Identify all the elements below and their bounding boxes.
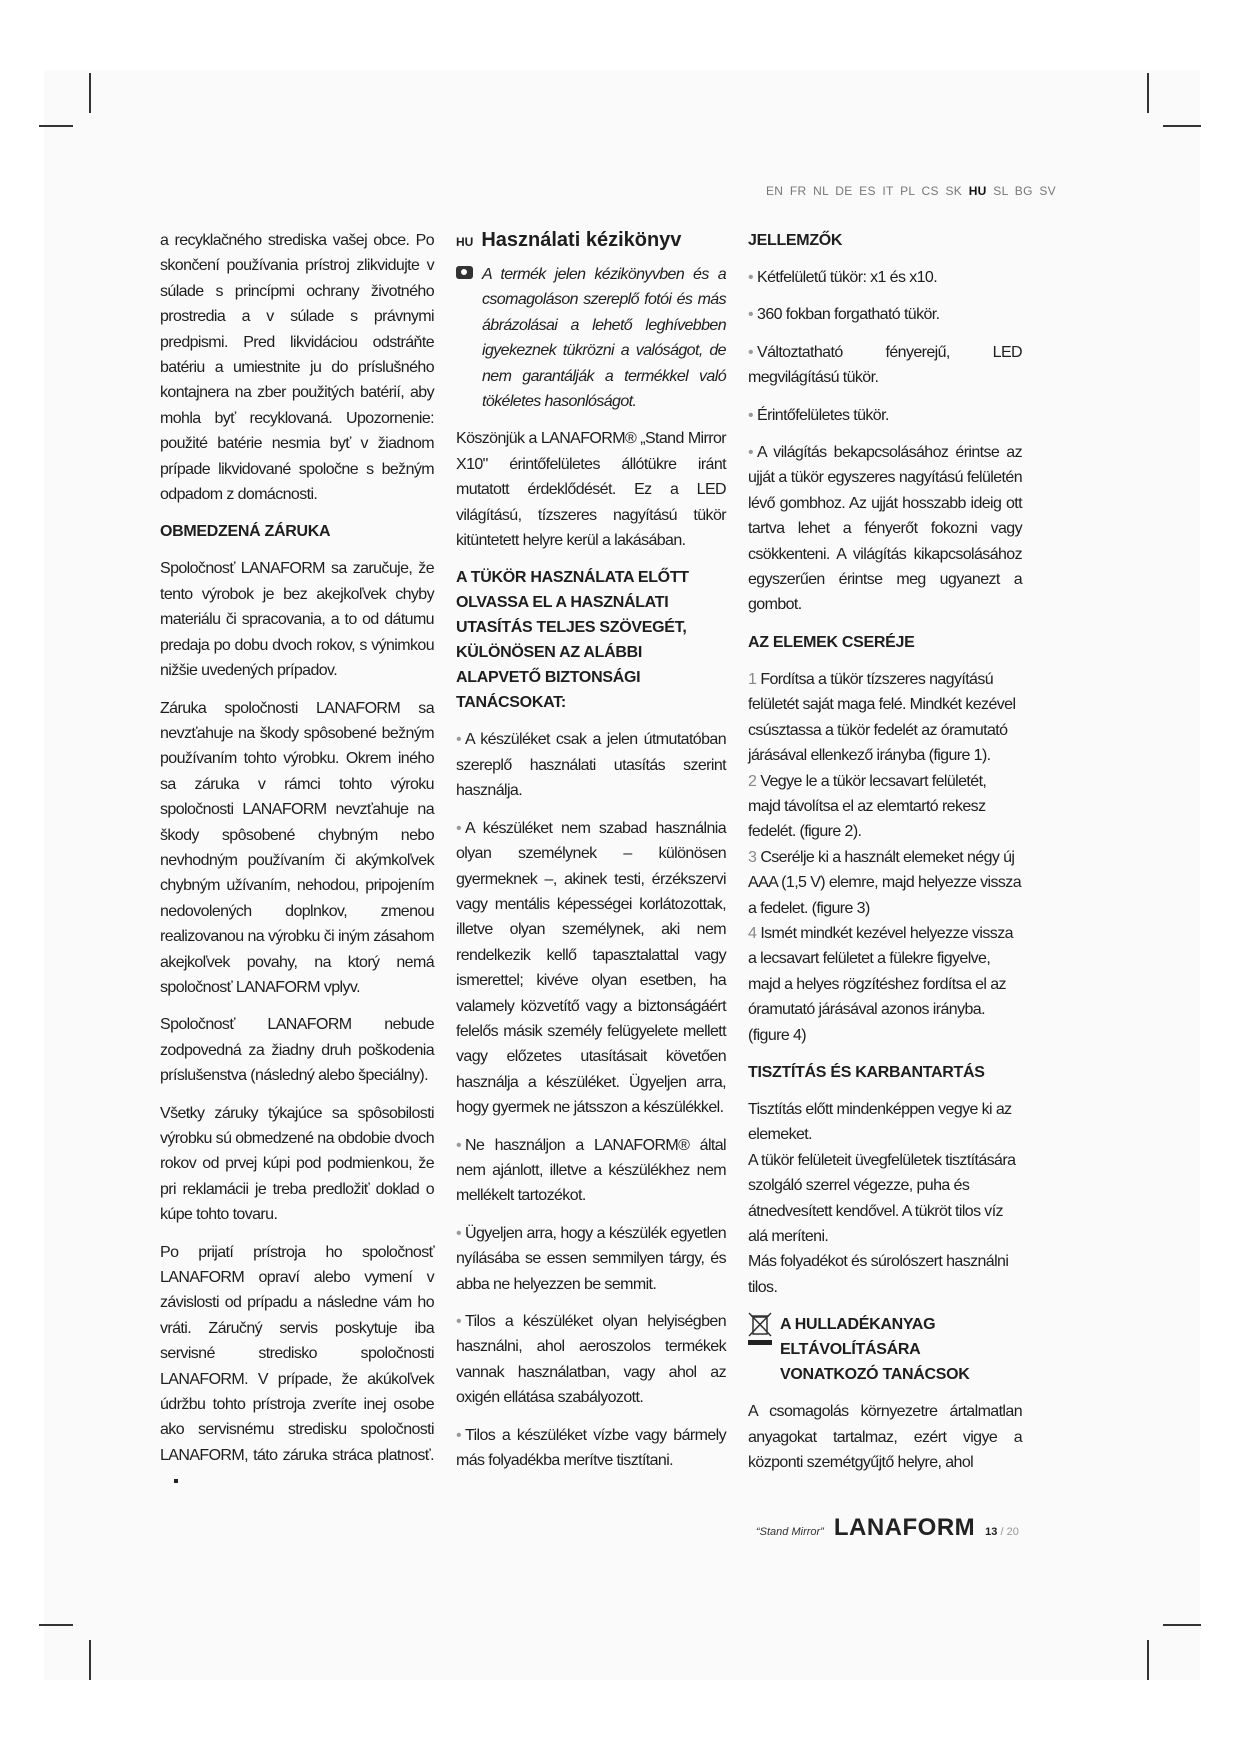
feature-item: • A világítás bekapcsolásához érintse az ujját a tükör egyszeres nagyítású felületén lévő gombhoz. Az ujját hosszabb ideig ott tartva lehet a fényerőt fokozni vagy csökkenteni. A világítás kikapcsolásához egyszerűen érintse meg ugyanezt a gombot. bbox=[748, 444, 1022, 614]
crop-mark bbox=[1163, 1624, 1201, 1626]
bullet-item: • Tilos a készüléket olyan helyiségben használni, ahol aeroszolos termékek vannak használatban, vagy ahol az oxigén ellátása szabályozott. bbox=[456, 1313, 726, 1407]
step-item: 4 Ismét mindkét kezével helyezze vissza a lecsavart felületet a fülekre figyelve, majd a helyes rögzítéshez fordítsa el az óramutató járásával azonos irányba. (figure 4) bbox=[748, 924, 1013, 1044]
active-language: HU bbox=[968, 184, 987, 198]
paragraph: Všetky záruky týkajúce sa spôsobilosti výrobku sú obmedzené na obdobie dvoch rokov od prvej kúpi pod podmienkou, že pri reklamácii je treba predložiť doklad o kúpe tohto tovaru. bbox=[160, 1104, 435, 1224]
column-slovak bbox=[160, 228, 434, 1506]
paragraph: A csomagolás környezetre ártalmatlan anyagokat tartalmaz, ezért vigye a központi szemétgyűjtő helyre, ahol bbox=[748, 1403, 1022, 1472]
crossed-bin-icon bbox=[748, 1312, 772, 1346]
section-heading: AZ ELEMEK CSERÉJE bbox=[748, 633, 915, 651]
column-hungarian bbox=[456, 228, 726, 1485]
bullet-item: • Ne használjon a LANAFORM® által nem ajánlott, illetve a készülékhez nem mellékelt tartozékot. bbox=[456, 1136, 726, 1205]
page-footer bbox=[748, 1515, 1022, 1545]
paragraph: Más folyadékot és súrolószert használni tilos. bbox=[748, 1253, 1009, 1296]
waste-heading bbox=[748, 1312, 1022, 1399]
language-tag: HU bbox=[456, 235, 474, 249]
section-heading: OBMEDZENÁ ZÁRUKA bbox=[160, 523, 331, 541]
crop-mark bbox=[39, 125, 73, 127]
footer-model: “Stand Mirror” bbox=[756, 1526, 824, 1539]
crop-mark bbox=[1147, 73, 1149, 113]
paragraph: Záruka spoločnosti LANAFORM sa nevzťahuje na škody spôsobené bežným používaním tohto výrobku. Okrem iného sa záruka v rámci tohto výroku spoločnosti LANAFORM nevzťahuje na škody spôsobené chybným nebo nevhodným používaním či akýmkoľvek chybným užívaním, nehodou, pripojením nedovolených doplnkov, zmenou realizovanou na výrobku či iným zásahom akejkoľvek povahy, na ktorý nemá spoločnosť LANAFORM vplyv. bbox=[160, 699, 434, 996]
photo-note-text: A termék jelen kézikönyvben és a csomagoláson szereplő fotói és más ábrázolásai a lehető leghívebben igyekeznek tükrözni a valóságot, de nem garantálják a termékkel való tökéletes hasonlóságot. bbox=[482, 266, 726, 411]
paragraph: Köszönjük a LANAFORM® „Stand Mirror X10" érintőfelületes állótükre iránt mutatott érdeklődését. Ez a LED világítású, tízszeres nagyítású tükör kitüntetett helyre kerül a lakásában. bbox=[456, 430, 726, 550]
section-heading: TISZTÍTÁS ÉS KARBANTARTÁS bbox=[748, 1063, 985, 1081]
paragraph: A tükör felületeit üvegfelületek tisztítására szolgáló szerrel végezze, puha és átnedvesített kendővel. A tükröt tilos víz alá meríteni. bbox=[748, 1151, 1016, 1245]
step-item: 2 Vegye le a tükör lecsavart felületét, majd távolítsa el az elemtartó rekesz fedelét. (figure 2). bbox=[748, 772, 987, 841]
feature-item: • Változtatható fényerejű, LED megvilágítású tükör. bbox=[748, 343, 1022, 387]
section-heading: A TÜKÖR HASZNÁLATA ELŐTT OLVASSA EL A HASZNÁLATI UTASÍTÁS TELJES SZÖVEGÉT, KÜLÖNÖSEN AZ ALÁBBI ALAPVETŐ BIZTONSÁGI TANÁCSOKAT: bbox=[456, 569, 689, 712]
bullet-item: • Tilos a készüléket vízbe vagy bármely más folyadékba merítve tisztítani. bbox=[456, 1426, 726, 1470]
photo-note bbox=[456, 262, 726, 414]
language-list: SL BG SV bbox=[993, 184, 1056, 198]
feature-item: • Érintőfelületes tükör. bbox=[748, 406, 889, 424]
paragraph: Tisztítás előtt mindenképpen vegye ki az elemeket. bbox=[748, 1100, 1012, 1144]
language-list: EN FR NL DE ES IT PL CS SK bbox=[766, 184, 963, 198]
paragraph: Spoločnosť LANAFORM sa zaručuje, že tento výrobok je bez akejkoľvek chyby materiálu či spracovania, a to od dátumu predaja po dobu dvoch rokov, s výnimkou nižšie uvedených prípadov. bbox=[160, 560, 434, 680]
end-mark bbox=[174, 1479, 178, 1483]
bullet-item: • A készüléket csak a jelen útmutatóban szereplő használati utasítás szerint használja. bbox=[456, 731, 726, 800]
step-item: 3 Cserélje ki a használt elemeket négy új AAA (1,5 V) elemre, majd helyezze vissza a fedelet. (figure 3) bbox=[748, 848, 1022, 917]
crop-mark bbox=[39, 1624, 73, 1626]
manual-title bbox=[456, 228, 726, 254]
bullet-item: • A készüléket nem szabad használnia olyan személynek – különösen gyermeknek –, akinek testi, érzékszervi vagy mentális képességei korlátozottak, illetve olyan személynek, aki nem rendelkezik kellő tapasztalattal vagy ismerettel; kivéve olyan esetben, ha valamely közvetítő vagy a biztonságáért felelős másik személy felügyelete mellett vagy előzetes utasításait követően használja a készüléket. Ügyeljen arra, hogy gyermek ne játsszon a készülékkel. bbox=[456, 819, 726, 1117]
column-hungarian-2 bbox=[748, 228, 1022, 1546]
paragraph-text: Po prijatí prístroja ho spoločnosť LANAFORM opraví alebo vymení v závislosti od prípadu a následne vám ho vráti. Záručný servis poskytuje iba servisné stredisko spoločnosti LANAFORM. V prípade, že akúkoľvek údržbu tohto prístroja zveríte inej osobe ako servisnému stredisku spoločnosti LANAFORM, táto záruka stráca platnosť. bbox=[160, 1243, 434, 1464]
feature-item: • Kétfelületű tükör: x1 és x10. bbox=[748, 269, 938, 286]
page-number: 13 / 20 bbox=[985, 1526, 1019, 1539]
crop-mark bbox=[89, 73, 91, 113]
crop-mark bbox=[1163, 125, 1201, 127]
crop-mark bbox=[1147, 1640, 1149, 1680]
paragraph bbox=[160, 1240, 434, 1494]
section-heading: JELLEMZŐK bbox=[748, 232, 843, 249]
brand-logo: LANAFORM bbox=[833, 1514, 976, 1542]
crop-mark bbox=[89, 1640, 91, 1680]
step-item: 1 Fordítsa a tükör tízszeres nagyítású felületét saját maga felé. Mindkét kezével csúsztassa a tükör fedelét az óramutató járásával ellenkező irányba (figure 1). bbox=[748, 670, 1016, 765]
feature-item: • 360 fokban forgatható tükör. bbox=[748, 306, 940, 324]
paragraph: Spoločnosť LANAFORM nebude zodpovedná za žiadny druh poškodenia príslušenstva (následný alebo špeciálny). bbox=[160, 1016, 434, 1085]
camera-icon bbox=[456, 266, 473, 279]
title-text: Használati kézikönyv bbox=[481, 229, 682, 251]
language-nav bbox=[766, 184, 1056, 198]
section-heading: A HULLADÉKANYAG ELTÁVOLÍTÁSÁRA VONATKOZÓ TANÁCSOK bbox=[780, 1316, 970, 1384]
bullet-item: • Ügyeljen arra, hogy a készülék egyetlen nyílásába se essen semmilyen tárgy, és abba ne helyezzen be semmit. bbox=[456, 1224, 726, 1293]
paragraph: a recyklačného strediska vašej obce. Po skončení používania prístroj zlikvidujte v súlade s princípmi ochrany životného prostredia a v súlade s právnymi predpismi. Pred likvidáciou odstráňte batériu a umiestnite ju do príslušného kontajnera na zber použitých batérií, aby mohla byť recyklovaná. Upozornenie: použité batérie nesmia byť v žiadnom prípade likvidované spoločne s bežným odpadom z domácnosti. bbox=[160, 232, 434, 504]
